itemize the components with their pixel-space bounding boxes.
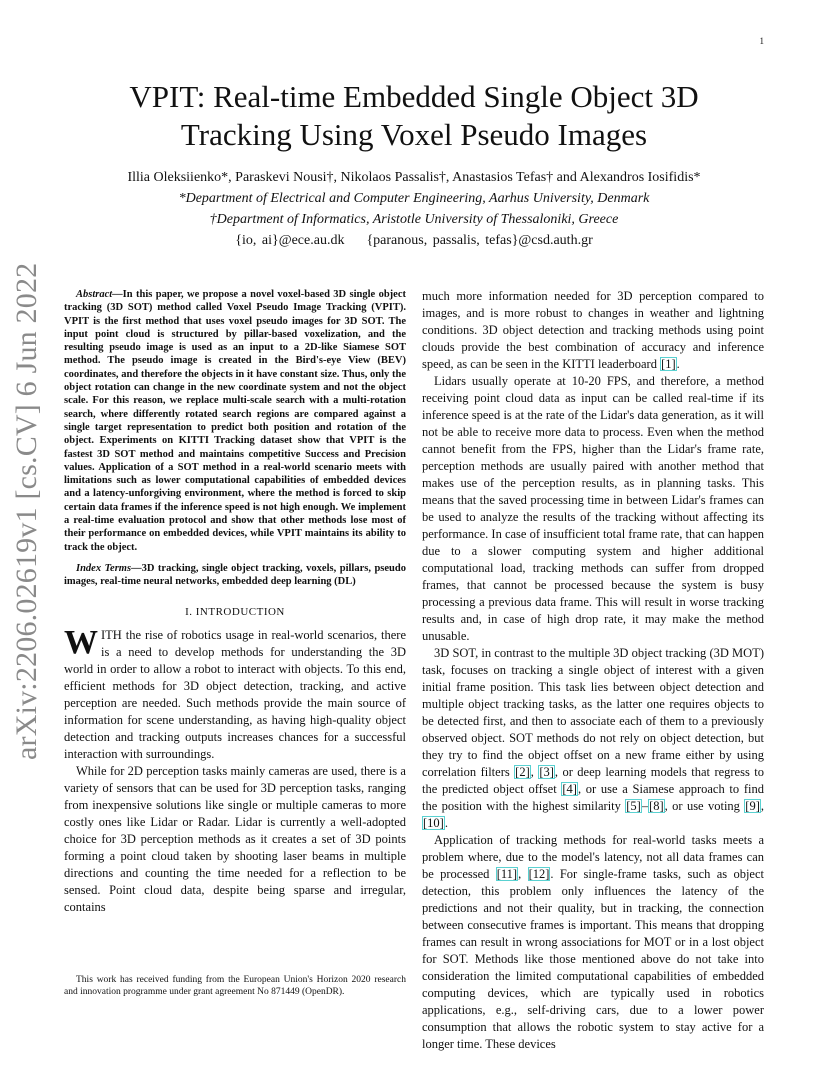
citation-link[interactable]: [4] xyxy=(562,782,577,796)
citation-link[interactable]: [1] xyxy=(661,357,676,371)
citation-link[interactable]: [11] xyxy=(496,867,518,881)
email-line xyxy=(64,230,764,251)
citation-link[interactable]: [12] xyxy=(528,867,550,881)
author-block xyxy=(64,167,764,251)
citation-link[interactable]: [3] xyxy=(539,765,554,779)
paper-title xyxy=(64,78,764,154)
right-paragraph-3-text: , or use a Siamese approach to find the position with the highest similarity xyxy=(422,782,764,813)
right-paragraph-3-text: 3D SOT, in contrast to the multiple 3D object tracking (3D MOT) task, focuses on tracking a single object of interest with a given initial frame position. This task lies between object detection and multiple object tracking tasks, as the latter one requires objects to be detected first, and then to associate each of them to a previously observed object. SOT methods do not rely on object detection, but they try to find the object offset on a new frame either by using correlation filters xyxy=(422,646,764,779)
separator: , xyxy=(760,799,764,813)
citation-link[interactable]: [9] xyxy=(745,799,760,813)
punctuation: . xyxy=(444,816,448,830)
right-paragraph-3 xyxy=(422,645,764,832)
right-paragraph-4 xyxy=(422,832,764,1053)
separator: , xyxy=(518,867,528,881)
right-paragraph-4-text: . For single-frame tasks, such as object detection, this problem only influences the latency of the predictions and not their quality, but in tracking, the connection between consecutive frames is important. This means that dropping frames can result in wrong associations for MOT or in a lost object for SOT. Methods like those mentioned above do not take into consideration the limited computational capabilities of embedded computing devices, which are typically used in robotics applications, e.g., self-driving cars, due to a lower power consumption that allows the robotic system to stay active for a longer time. These devices xyxy=(422,867,764,1051)
intro-paragraph-1 xyxy=(64,623,406,763)
title-line-1: VPIT: Real-time Embedded Single Object 3D xyxy=(129,79,699,114)
right-paragraph-2: Lidars usually operate at 10-20 FPS, and therefore, a method receiving point cloud data as input can be called real-time if its inference speed is at the rate of the Lidar's data generation, as it will not be able to receive more data to process. Even when the method cannot benefit from the FPS, higher than the Lidar's frame rate, perception methods are usually paired with another method that makes use of the perception results, as in planning tasks. This means that the saved processing time in between Lidar's frames can be used to analyze the results of the tracking without affecting its performance. In case of insufficient total frame rate, that can happen due to a slower computing system and higher additional computational load, tracking methods can suffer from dropped frames, that cannot be processed because the system is busy processing a previous data frame. This will result in worse tracking results and, in case of high drop rate, it may make the method unusable. xyxy=(422,374,764,643)
right-paragraph-3-text: , or deep learning models that regress to the predicted object offset xyxy=(422,765,764,796)
page-number: 1 xyxy=(759,36,764,46)
email-aarhus: {io, ai}@ece.au.dk xyxy=(235,233,345,248)
right-paragraph-3-text: , or use voting xyxy=(664,799,745,813)
right-paragraph-1-text: much more information needed for 3D perception compared to images, and is more robust to changes in weather and lightning conditions. 3D object detection and tracking methods using point clouds provide the best combination of accuracy and inference speed, as can be seen in the KITTI leaderboard xyxy=(422,289,764,371)
right-paragraph-1 xyxy=(422,288,764,373)
separator: , xyxy=(530,765,539,779)
affiliation-thessaloniki: †Department of Informatics, Aristotle University of Thessaloniki, Greece xyxy=(209,212,619,227)
abstract-lead: Abstract xyxy=(76,289,113,300)
index-terms-text: —3D tracking, single object tracking, voxels, pillars, pseudo images, real-time neural networks, embedded deep learning (DL) xyxy=(64,562,406,588)
citation-link[interactable]: [5] xyxy=(626,799,641,813)
abstract-text: —In this paper, we propose a novel voxel-based 3D single object tracking (3D SOT) method called Voxel Pseudo Image Tracking (VPIT). VPIT is the first method that uses voxel pseudo images for 3D SOT. The input point cloud is structured by pillar-based voxelization, and the resulting pseudo image is used as an input to a 2D-like Siamese SOT method. The pseudo image is created in the Bird's-eye View (BEV) coordinates, and therefore the objects in it have constant size. Thus, only the object rotation can change in the new coordinate system and not the object scale. For this reason, we replace multi-scale search with a multi-rotation search, where differently rotated search regions are compared against a single target representation to predict both position and rotation of the object. Experiments on KITTI Tracking dataset show that VPIT is the fastest 3D SOT method and maintains competitive Success and Precision values. Application of a SOT method in a real-world scenario meets with limitations such as lower computational capabilities of embedded devices and a latency-unforgiving environment, where the method is forced to skip certain data frames if the inference speed is not high enough. We implement a real-time evaluation protocol and show that other methods lose most of their performance on embedded devices, while VPIT maintains its ability to track the object. xyxy=(64,289,406,553)
email-auth: {paranous, passalis, tefas}@csd.auth.gr xyxy=(366,233,593,248)
affiliation-aarhus: *Department of Electrical and Computer Engineering, Aarhus University, Denmark xyxy=(178,191,650,206)
funding-footnote: This work has received funding from the European Union's Horizon 2020 research and innovation programme under grant agreement No 871449 (OpenDR). xyxy=(64,975,406,997)
citation-link[interactable]: [2] xyxy=(515,765,530,779)
section-heading-introduction: I. INTRODUCTION xyxy=(185,605,285,618)
right-column xyxy=(422,288,764,1053)
drop-cap: W xyxy=(64,623,98,661)
index-terms xyxy=(64,562,406,589)
index-terms-lead: Index Terms xyxy=(76,562,132,574)
separator: – xyxy=(641,799,649,813)
arxiv-identifier: arXiv:2206.02619v1 [cs.CV] 6 Jun 2022 xyxy=(10,262,43,760)
abstract xyxy=(64,288,406,554)
citation-link[interactable]: [10] xyxy=(423,816,444,830)
intro-paragraph-1-text: ITH the rise of robotics usage in real-world scenarios, there is a need to develop methods for understanding the 3D world in order to allow a robot to interact with objects. To this end, efficient methods for 3D object detection, tracking, and active perception are needed. Such methods provide the main source of information for scene understanding, as having high-quality object detection and tracking outputs increases chances for a successful interaction with surroundings. xyxy=(64,627,406,761)
punctuation: . xyxy=(676,357,680,371)
citation-link[interactable]: [8] xyxy=(649,799,664,813)
author-list: Illia Oleksiienko*, Paraskevi Nousi†, Nikolaos Passalis†, Anastasios Tefas† and Alexandros Iosifidis* xyxy=(127,170,701,185)
left-column xyxy=(64,288,406,916)
title-line-2: Tracking Using Voxel Pseudo Images xyxy=(180,117,648,152)
right-paragraph-4-text: Application of tracking methods for real-world tasks meets a problem where, due to the model's latency, not all data frames can be processed xyxy=(422,833,764,881)
intro-paragraph-2: While for 2D perception tasks mainly cameras are used, there is a variety of sensors that can be used for 3D perception tasks, ranging from inexpensive solutions like single or multiple cameras to more costly ones like Lidar or Radar. Lidar is currently a well-adopted choice for 3D perception methods as it creates a set of 3D points forming a point cloud taken by shooting laser beams in multiple directions and counting the time needed for a reflection to be sensed. Point cloud data, despite being sparse and irregular, contains xyxy=(64,763,406,914)
